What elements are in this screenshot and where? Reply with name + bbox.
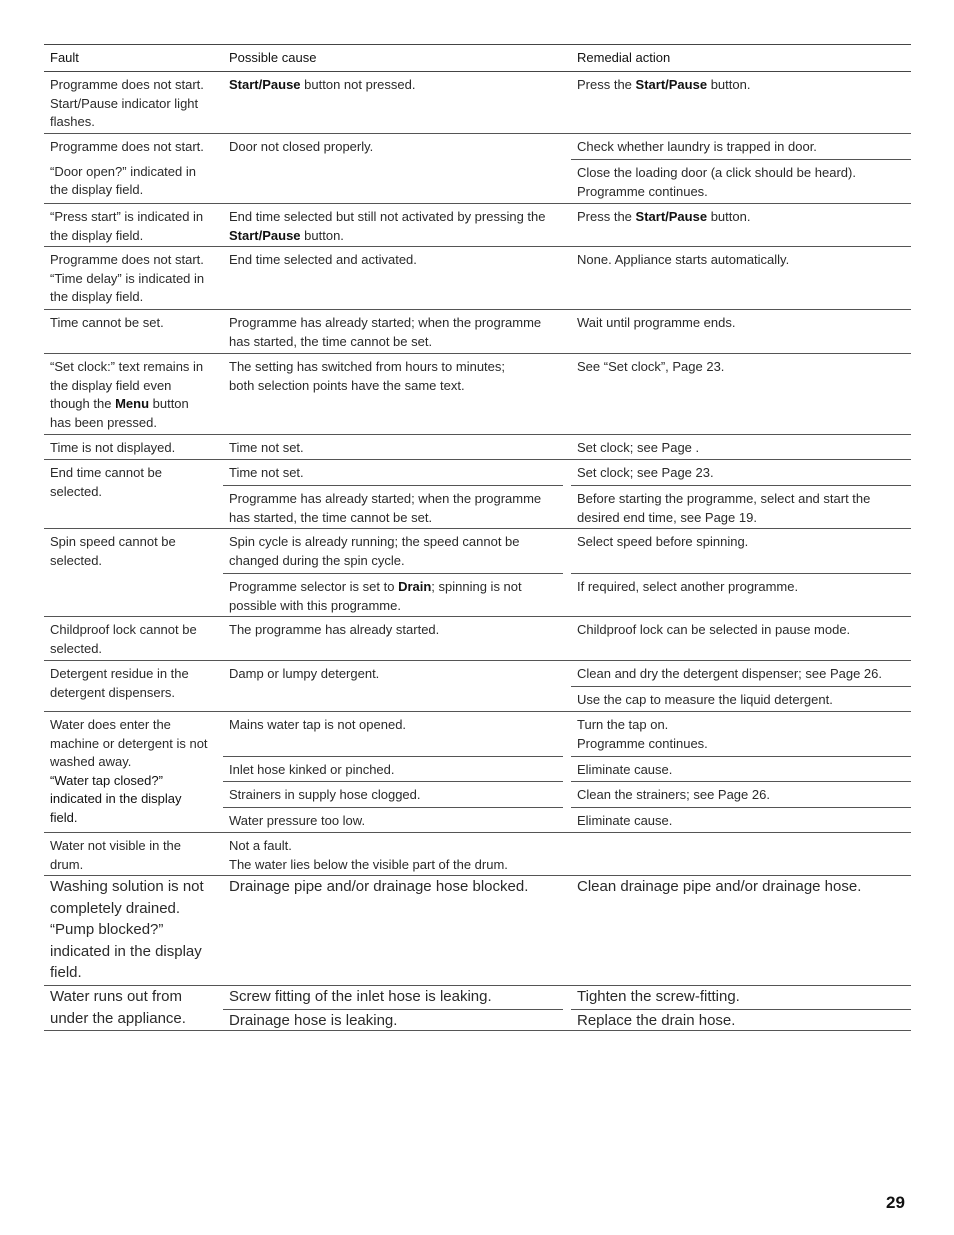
cause-cell: Spin cycle is already running; the speed cannot be changed during the spin cycle.	[229, 534, 520, 568]
fault-cell: “Press start” is indicated in the display field.	[50, 209, 204, 243]
fault-cell: Detergent residue in the detergent dispensers.	[50, 666, 189, 700]
page-number: 29	[886, 1193, 905, 1212]
table-row	[44, 460, 911, 529]
troubleshooting-table	[44, 44, 911, 1031]
fault-cell: End time cannot be selected.	[50, 465, 163, 499]
cause-cell: Start/Pause button not pressed.	[229, 77, 416, 92]
cause-cell: The programme has already started.	[229, 622, 440, 637]
table-row	[44, 134, 911, 204]
cause-cell: Time not set.	[229, 440, 304, 455]
cause-cell: Water pressure too low.	[223, 807, 563, 832]
action-cell: Tighten the screw-fitting.	[577, 988, 740, 1005]
action-cell: Clean drainage pipe and/or drainage hose.	[577, 878, 862, 895]
action-cell: Before starting the programme, select and start the desired end time, see Page 19.	[571, 485, 911, 528]
action-cell: Replace the drain hose.	[571, 1009, 911, 1030]
cause-cell: The setting has switched from hours to minutes; both selection points have the same text.	[229, 359, 506, 393]
cause-cell: Programme has already started; when the programme has started, the time cannot be set.	[223, 485, 563, 528]
cause-cell: End time selected and activated.	[229, 252, 417, 267]
action-cell: Clean and dry the detergent dispenser; see Page 26.	[577, 666, 882, 681]
action-cell: Close the loading door (a click should be heard). Programme continues.	[571, 159, 911, 203]
header-fault: Fault	[50, 50, 79, 65]
action-cell: Use the cap to measure the liquid detergent.	[571, 686, 911, 711]
table-row	[44, 247, 911, 310]
action-cell: Check whether laundry is trapped in door.	[577, 139, 817, 154]
cause-cell: Drainage pipe and/or drainage hose blocked.	[229, 878, 529, 895]
action-cell: Set clock; see Page .	[577, 440, 700, 455]
table-row	[44, 72, 911, 134]
fault-cell: Programme does not start. “Time delay” is indicated in the display field.	[50, 252, 205, 304]
fault-cell: Programme does not start. “Door open?” indicated in the display field.	[50, 139, 204, 197]
table-row	[44, 617, 911, 661]
header-action: Remedial action	[577, 50, 671, 65]
header-cause: Possible cause	[229, 50, 317, 65]
table-row	[44, 529, 911, 617]
cause-cell: Programme has already started; when the programme has started, the time cannot be set.	[229, 315, 542, 349]
action-cell: Turn the tap on. Programme continues.	[577, 717, 708, 751]
table-row	[44, 354, 911, 435]
cause-cell: Door not closed properly.	[229, 139, 374, 154]
action-cell	[571, 833, 911, 875]
table-row	[44, 204, 911, 247]
fault-cell: Programme does not start. Start/Pause indicator light flashes.	[50, 77, 204, 129]
fault-cell: Spin speed cannot be selected.	[50, 534, 176, 568]
action-cell: Eliminate cause.	[571, 756, 911, 781]
cause-cell: Damp or lumpy detergent.	[229, 666, 380, 681]
action-cell: Eliminate cause.	[571, 807, 911, 832]
table-row	[44, 661, 911, 712]
fault-cell: Water not visible in the drum.	[50, 838, 182, 872]
cause-cell: Not a fault. The water lies below the visible part of the drum.	[229, 838, 508, 872]
fault-cell: Time is not displayed.	[50, 440, 176, 455]
action-cell: Press the Start/Pause button.	[577, 77, 751, 92]
fault-cell: Washing solution is not completely drained. “Pump blocked?” indicated in the display field.	[50, 878, 204, 981]
fault-cell: Time cannot be set.	[50, 315, 164, 330]
table-row	[44, 833, 911, 875]
action-cell: Press the Start/Pause button.	[577, 209, 751, 224]
cause-cell: End time selected but still not activated by pressing the Start/Pause button.	[229, 209, 546, 243]
cause-cell: Drainage hose is leaking.	[223, 1009, 563, 1030]
action-cell: Wait until programme ends.	[577, 315, 736, 330]
action-cell: Clean the strainers; see Page 26.	[571, 781, 911, 807]
cause-cell: Strainers in supply hose clogged.	[223, 781, 563, 807]
cause-cell: Programme selector is set to Drain; spinning is not possible with this programme.	[223, 573, 563, 616]
action-cell: Set clock; see Page 23.	[577, 465, 714, 480]
action-cell: Select speed before spinning.	[577, 534, 749, 549]
action-cell: None. Appliance starts automatically.	[577, 252, 790, 267]
table-row	[44, 986, 911, 1031]
table-header	[44, 44, 911, 72]
table-row	[44, 310, 911, 354]
table-row	[44, 435, 911, 460]
action-cell: If required, select another programme.	[571, 573, 911, 616]
fault-cell: “Set clock:” text remains in the display field even though the Menu button has been pressed.	[50, 359, 204, 430]
fault-cell: Water runs out from under the appliance.	[50, 988, 186, 1027]
action-cell: See “Set clock”, Page 23.	[577, 359, 725, 374]
action-cell: Childproof lock can be selected in pause mode.	[577, 622, 851, 637]
cause-cell: Time not set.	[229, 465, 304, 480]
table-row	[44, 875, 911, 986]
table-row	[44, 712, 911, 833]
cause-cell: Inlet hose kinked or pinched.	[223, 756, 563, 781]
fault-cell: Childproof lock cannot be selected.	[50, 622, 197, 656]
cause-cell: Mains water tap is not opened.	[229, 717, 407, 732]
cause-cell: Screw fitting of the inlet hose is leaking.	[229, 988, 492, 1005]
fault-cell: Water does enter the machine or detergent is not washed away. “Water tap closed?” indicated in the display field.	[50, 717, 208, 825]
